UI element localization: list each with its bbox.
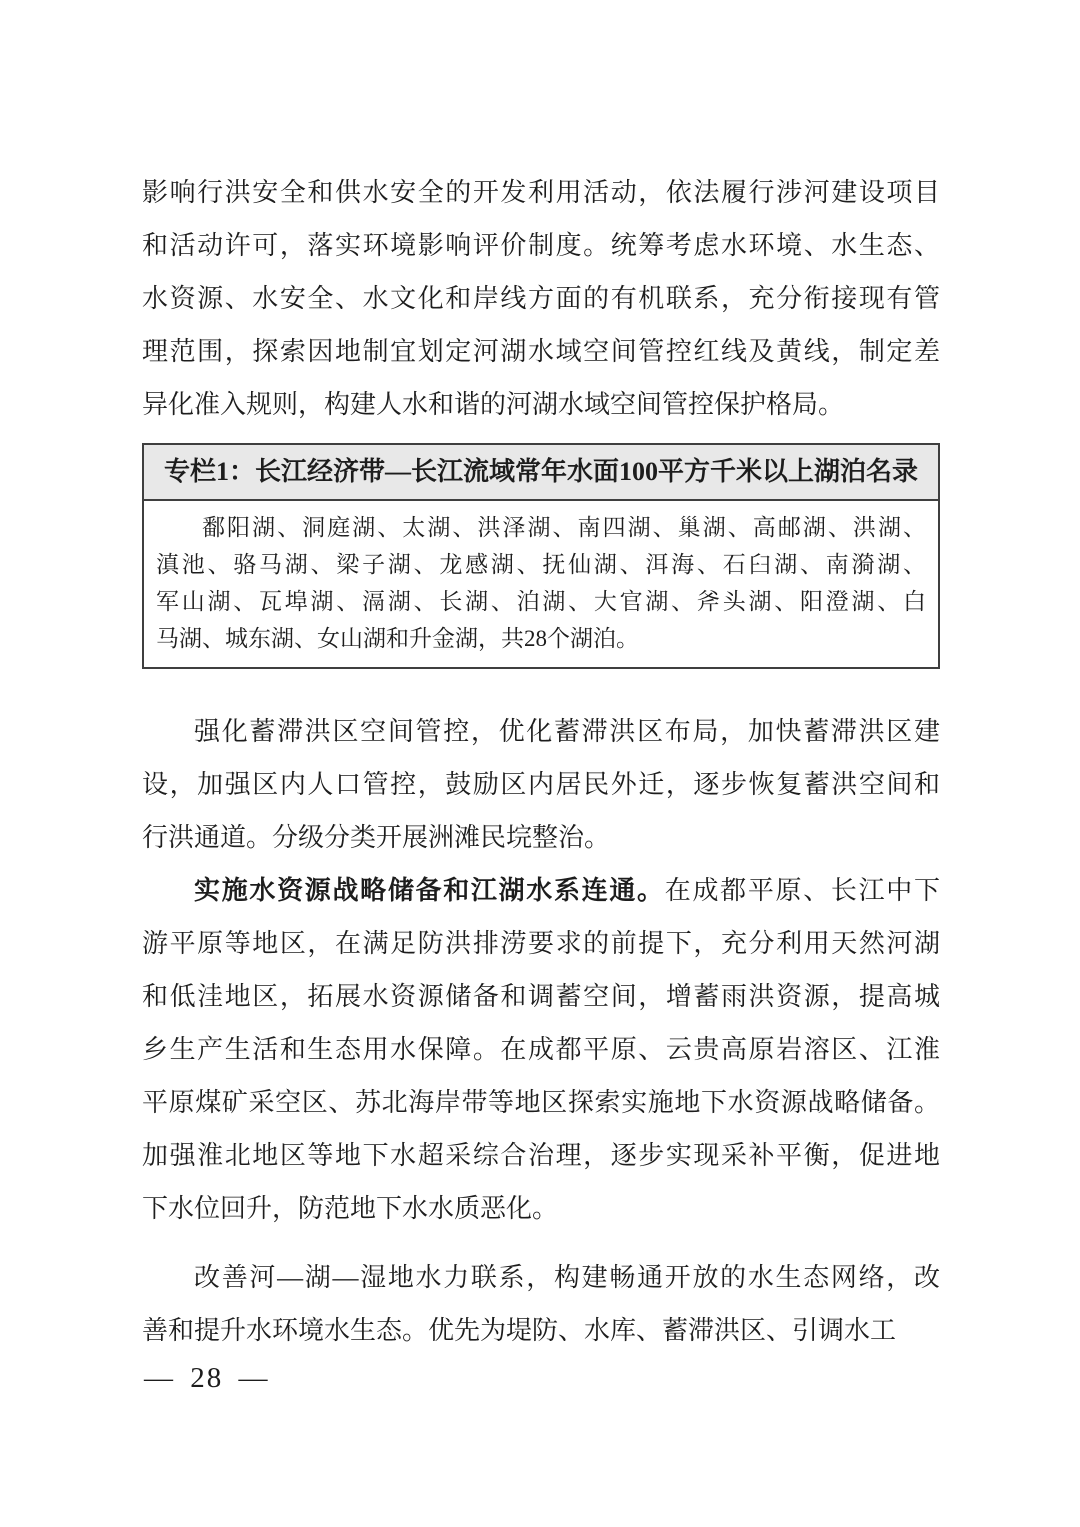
text-line: 军山湖、瓦埠湖、滆湖、长湖、泊湖、大官湖、斧头湖、阳澄湖、白 [156, 589, 926, 614]
text-line: 理范围，探索因地制宜划定河湖水域空间管控红线及黄线，制定差 [142, 337, 940, 366]
text-line: 行洪通道。分级分类开展洲滩民垸整治。 [142, 823, 611, 852]
text-line: 和低洼地区，拓展水资源储备和调蓄空间，增蓄雨洪资源，提高城 [142, 982, 940, 1011]
column-box-title: 专栏1：长江经济带—长江流域常年水面100平方千米以上湖泊名录 [144, 445, 938, 501]
paragraph [142, 1251, 940, 1357]
text-run: 在成都平原、长江中下 [664, 876, 940, 905]
text-line: 异化准入规则，构建人水和谐的河湖水域空间管控保护格局。 [142, 390, 845, 419]
text-line: 乡生产生活和生态用水保障。在成都平原、云贵高原岩溶区、江淮 [142, 1035, 940, 1064]
text-line: 强化蓄滞洪区空间管控，优化蓄滞洪区布局，加快蓄滞洪区建 [194, 717, 940, 746]
paragraph [142, 864, 940, 1235]
paragraph [142, 166, 940, 431]
document-body [142, 166, 940, 1357]
text-line: 平原煤矿采空区、苏北海岸带等地区探索实施地下水资源战略储备。 [142, 1088, 940, 1117]
page-footer: — 28 — [144, 1362, 270, 1394]
text-line: 影响行洪安全和供水安全的开发利用活动，依法履行涉河建设项目 [142, 178, 940, 207]
text-line: 滇池、骆马湖、梁子湖、龙感湖、抚仙湖、洱海、石臼湖、南漪湖、 [156, 552, 926, 577]
text-line: 马湖、城东湖、女山湖和升金湖，共28个湖泊。 [156, 626, 639, 651]
text-line: 水资源、水安全、水文化和岸线方面的有机联系，充分衔接现有管 [142, 284, 940, 313]
column-box-body [144, 501, 938, 667]
text-line: 鄱阳湖、洞庭湖、太湖、洪泽湖、南四湖、巢湖、高邮湖、洪湖、 [202, 515, 926, 540]
paragraph [142, 705, 940, 864]
text-line: 加强淮北地区等地下水超采综合治理，逐步实现采补平衡，促进地 [142, 1141, 940, 1170]
bold-text-run: 实施水资源战略储备和江湖水系连通。 [194, 876, 665, 905]
text-line: 改善河—湖—湿地水力联系，构建畅通开放的水生态网络，改 [194, 1263, 940, 1292]
column-box [142, 443, 940, 669]
text-line: 善和提升水环境水生态。优先为堤防、水库、蓄滞洪区、引调水工 [142, 1316, 897, 1345]
text-line: 和活动许可，落实环境影响评价制度。统筹考虑水环境、水生态、 [142, 231, 940, 260]
text-line [142, 864, 940, 917]
text-line: 设，加强区内人口管控，鼓励区内居民外迁，逐步恢复蓄洪空间和 [142, 770, 940, 799]
text-line: 游平原等地区，在满足防洪排涝要求的前提下，充分利用天然河湖 [142, 929, 940, 958]
text-line: 下水位回升，防范地下水水质恶化。 [142, 1194, 559, 1223]
